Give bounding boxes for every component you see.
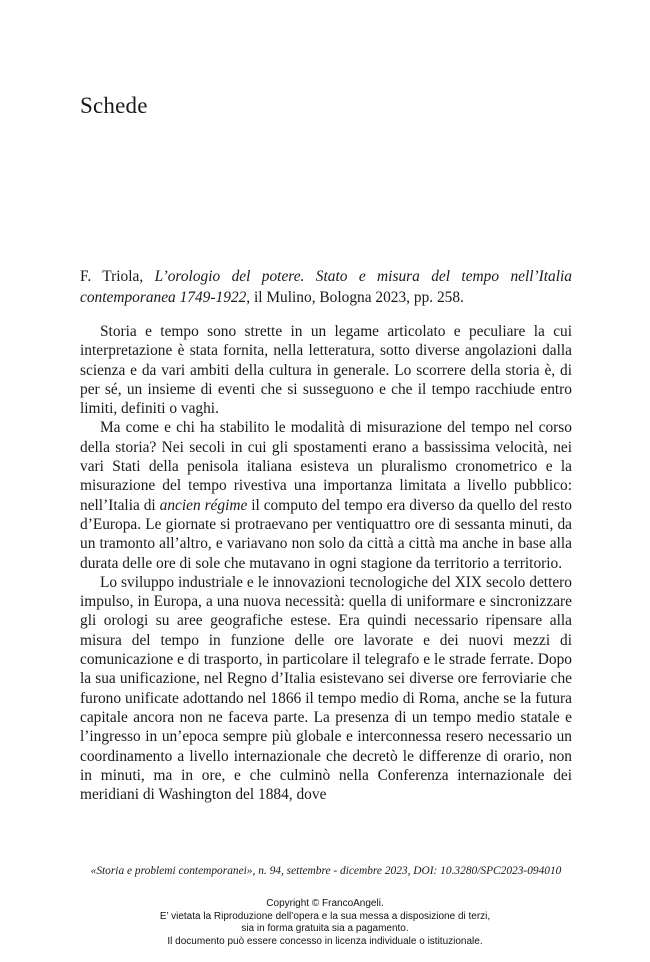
- paragraph-1: Storia e tempo sono strette in un legame articolato e peculiare la cui interpretazione è stata fornita, nella letteratura, sotto diverse angolazioni dalla scienza e da vari ambiti della cultura in generale. Lo scorrere della storia è, di per sé, un insieme di eventi che si susseguono e che il tempo racchiude entro limiti, definiti o vaghi.: [80, 323, 572, 418]
- paragraph-2-text-a: Ma come e chi ha stabilito le modalità di misurazione del tempo nel corso della storia? Nei secoli in cui gli spostamenti erano a bassissima velocità, nei vari Stati della penisola italiana esisteva un pluralismo cronometrico e la misurazione del tempo rivestiva una importanza limitata a livello pubblico: nell’Italia di: [80, 419, 572, 514]
- copyright-line-3: sia in forma gratuita sia a pagamento.: [241, 923, 409, 935]
- journal-footer: «Storia e problemi contemporanei», n. 94, settembre - dicembre 2023, DOI: 10.3280/SPC2023-094010: [90, 865, 562, 877]
- copyright-line-4: Il documento può essere concesso in licenza individuale o istituzionale.: [167, 935, 483, 947]
- copyright-notice: [0, 898, 650, 948]
- copyright-line-1: Copyright © FrancoAngeli.: [266, 898, 384, 909]
- citation-author: F. Triola,: [80, 268, 155, 285]
- paragraph-2-text-b: il computo del tempo era diverso da quello del resto d’Europa. Le giornate si protraevano per ventiquattro ore di sessanta minuti, da un tramonto all’altro, e variavano non solo da città a città ma anche in base alla durata delle ore di sole che mutavano in ogni stagione da territorio a territorio.: [80, 496, 572, 572]
- book-citation: [80, 266, 572, 308]
- review-body: [80, 322, 572, 804]
- paragraph-2: [80, 418, 572, 572]
- copyright-line-2: E’ vietata la Riproduzione dell’opera e la sua messa a disposizione di terzi,: [159, 910, 491, 922]
- paragraph-2-italic: ancien régime: [159, 496, 248, 514]
- citation-book-title: L’orologio del potere. Stato e misura del tempo nell’Italia contemporanea 1749-1922: [80, 268, 572, 306]
- citation-publication: , il Mulino, Bologna 2023, pp. 258.: [246, 289, 464, 306]
- section-title: Schede: [80, 93, 148, 118]
- paragraph-3: Lo sviluppo industriale e le innovazioni tecnologiche del XIX secolo dettero impulso, in Europa, a una nuova necessità: quella di uniformare e sincronizzare gli orologi su aree geografiche estese. Era quindi necessario ripensare alla misura del tempo in funzione delle ore lavorate e dei nuovi mezzi di comunicazione e di trasporto, in particolare il telegrafo e le strade ferrate. Dopo la sua unificazione, nel Regno d’Italia esistevano sei diverse ore ferroviarie che furono unificate adottando nel 1866 il tempo medio di Roma, anche se la futura capitale ancora non ne faceva parte. La presenza di un tempo medio statale e l’ingresso in un’epoca sempre più globale e interconnessa resero necessario un coordinamento a livello internazionale che decretò le differenze di orario, non in minuti, ma in ore, e che culminò nella Conferenza internazionale dei meridiani di Washington del 1884, dove: [80, 573, 572, 804]
